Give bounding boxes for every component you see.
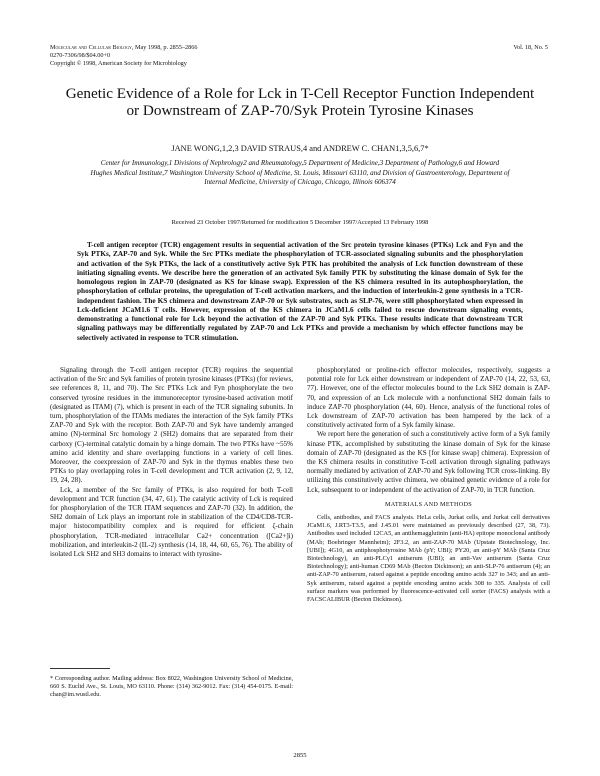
page-number: 2855 (293, 752, 307, 759)
abstract: T-cell antigen receptor (TCR) engagement results in sequential activation of the Src protein tyrosine kinases (PTKs) Lck and Fyn and the Syk PTKs, ZAP-70 and Syk. While the Src PTKs mediate the phosphorylation of TCR-associated signaling subunits and the phosphorylation and activation of the Syk PTKs, the lack of a constitutively active Syk PTK has prohibited the analysis of Lck function downstream of these initiating signaling events. We describe here the generation of an activated Syk family PTK by substituting the kinase domain of Syk for the homologous region in ZAP-70 (designated as KS for kinase swap). Expression of the KS chimera resulted in its autophosphorylation, the phosphorylation of cellular proteins, the upregulation of T-cell activation markers, and the induction of interleukin-2 gene synthesis in a TCR-independent fashion. The KS chimera and downstream ZAP-70 or Syk substrates, such as SLP-76, were still phosphorylated when expressed in Lck-deficient JCaM1.6 T cells. However, expression of the KS chimera in JCaM1.6 cells failed to rescue downstream signaling events, demonstrating a functional role for Lck beyond the activation of the ZAP-70 and Syk PTKs. These results indicate that downstream TCR signaling pathways may be differentially regulated by ZAP-70 and Lck PTKs and provide a mechanism by which effector functions may be selectively activated in response to TCR stimulation. (77, 241, 523, 342)
journal-date-pages: , May 1998, p. 2855–2866 (131, 44, 198, 51)
methods-paragraph: Cells, antibodies, and FACS analysis. HeLa cells, Jurkat cells, and Jurkat cell derivatives JCaM1.6, J.RT3-T3.5, and J.45.01 were maintained as previously described (27, 38, 73). Antibodies used included 12CA5, an antihemagglutinin (anti-HA) epitope monoclonal antibody (MAb; Boehringer Mannheim); 2F3.2, an anti-ZAP-70 MAb (Upstate Biotechnology, Inc. [UBI]); 4G10, an antiphosphotyrosine MAb (pY; UBI); PY20, an anti-pY MAb (Santa Cruz Biotechnology), an anti-PLCγ1 antiserum (UBI); an anti-Vav antiserum (Santa Cruz Biotechnology); anti-human CD69 MAb (Becton Dickinson); an anti-SLP-76 antiserum (4); an anti-ZAP-70 antiserum, raised against a peptide encoding amino acids 327 to 343; and an anti-Syk antiserum, raised against a peptide encoding amino acids 308 to 335. Analysis of cell surface markers was performed by fluorescence-activated cell sorter (FACS) analysis with a FACSCALIBUR (Becton Dickinson). (307, 514, 550, 604)
article-title: Genetic Evidence of a Role for Lck in T-Cell Receptor Function Independent or Downstream of ZAP-70/Syk Protein Tyrosine Kinases (65, 85, 535, 119)
body-paragraph: phosphorylated or proline-rich effector molecules, respectively, suggests a potential role for Lck either downstream or independent of ZAP-70 (14, 22, 53, 63, 77). However, one of the effector molecules bound to the Lck SH2 domain is ZAP-70, and expression of an Lck molecule with a nonfunctional SH2 domain fails to induce ZAP-70 phosphorylation (44, 60). Hence, analysis of the functional roles of Lck downstream of ZAP-70 activation has been hampered by the lack of a constitutively activated form of a Syk family kinase. (307, 366, 550, 430)
copyright: Copyright © 1998, American Society for Microbiology (50, 60, 187, 67)
received-dates: Received 23 October 1997/Returned for modification 5 December 1997/Accepted 13 February 1998 (171, 219, 429, 226)
journal-line (50, 44, 380, 52)
volume-info: Vol. 18, No. 5 (513, 44, 548, 51)
footnote-rule (50, 668, 110, 669)
journal-name: Molecular and Cellular Biology (50, 44, 132, 51)
body-column-left (50, 366, 293, 559)
body-paragraph: We report here the generation of such a constitutively active form of a Syk family kinase PTK, accomplished by substituting the kinase domain of Syk for the kinase domain of ZAP-70 (designated as the KS [for kinase swap] chimera). Expression of the KS chimera results in constitutive T-cell activation through signaling pathways normally mediated by activation of ZAP-70 and Syk following TCR cross-linking. By utilizing this constitutively active chimera, we obtained genetic evidence of a role for Lck, subsequent to or independent of the activation of ZAP-70, in TCR function. (307, 430, 550, 494)
issn: 0270-7306/98/$04.00+0 (50, 52, 111, 59)
running-header (50, 44, 380, 68)
affiliations: Center for Immunology,1 Divisions of Nephrology2 and Rheumatology,5 Department of Medicine,3 Department of Pathology,6 and Howard Hughes Medical Institute,7 Washington University School of Medicine, St. Louis, Missouri 63110, and Division of Gastroenterology, Department of Internal Medicine, University of Chicago, Chicago, Illinois 606374 (90, 159, 510, 186)
author-list: JANE WONG,1,2,3 DAVID STRAUS,4 and ANDREW C. CHAN1,3,5,6,7* (171, 144, 429, 153)
corresponding-author-footnote: * Corresponding author. Mailing address: Box 8022, Washington University School of Medicine, 660 S. Euclid Ave., St. Louis, MO 63110. Phone: (314) 362-9012. Fax: (314) 454-0175. E-mail: chan@im.wustl.edu. (50, 675, 293, 699)
body-paragraph: Lck, a member of the Src family of PTKs, is also required for both T-cell development and TCR function (34, 47, 61). The catalytic activity of Lck is required for phosphorylation of the TCR ITAM sequences and ZAP-70 (32). In addition, the SH2 domain of Lck plays an important role in stabilization of the CD4/CD8-TCR-major histocompatibility complex and is required for efficient ζ-chain phosphorylation, TCR-mediated intracellular Ca2+ concentration ([Ca2+]i) mobilization, and interleukin-2 (IL-2) synthesis (14, 18, 44, 60, 65, 76). The ability of isolated Lck SH2 and SH3 domains to interact with tyrosine- (50, 485, 293, 559)
body-column-right (307, 366, 550, 604)
section-heading: MATERIALS AND METHODS (384, 500, 473, 508)
body-paragraph: Signaling through the T-cell antigen receptor (TCR) requires the sequential activation of the Src and Syk families of protein tyrosine kinases (PTKs) (for reviews, see references 8, 11, and 70). The Src PTKs Lck and Fyn phosphorylate the two conserved tyrosine residues in the immunoreceptor tyrosine-based activation motif (designated as ITAM) (7), which is present in each of the TCR signaling subunits. In turn, phosphorylation of the ITAMs mediates the interaction of the Syk family PTKs ZAP-70 and Syk with the receptor. Both ZAP-70 and Syk have tandemly arranged amino (N)-terminal Src homology 2 (SH2) domains that are separated from their carboxy (C)-terminal catalytic domain by a hinge domain. The two PTKs have ~55% amino acid identity and share overlapping functions in a variety of cell lines. Moreover, the coexpression of ZAP-70 and Syk in the thymus enables these two PTKs to play overlapping roles in T-cell development and TCR activation (2, 9, 12, 19, 24, 28). (50, 366, 293, 485)
